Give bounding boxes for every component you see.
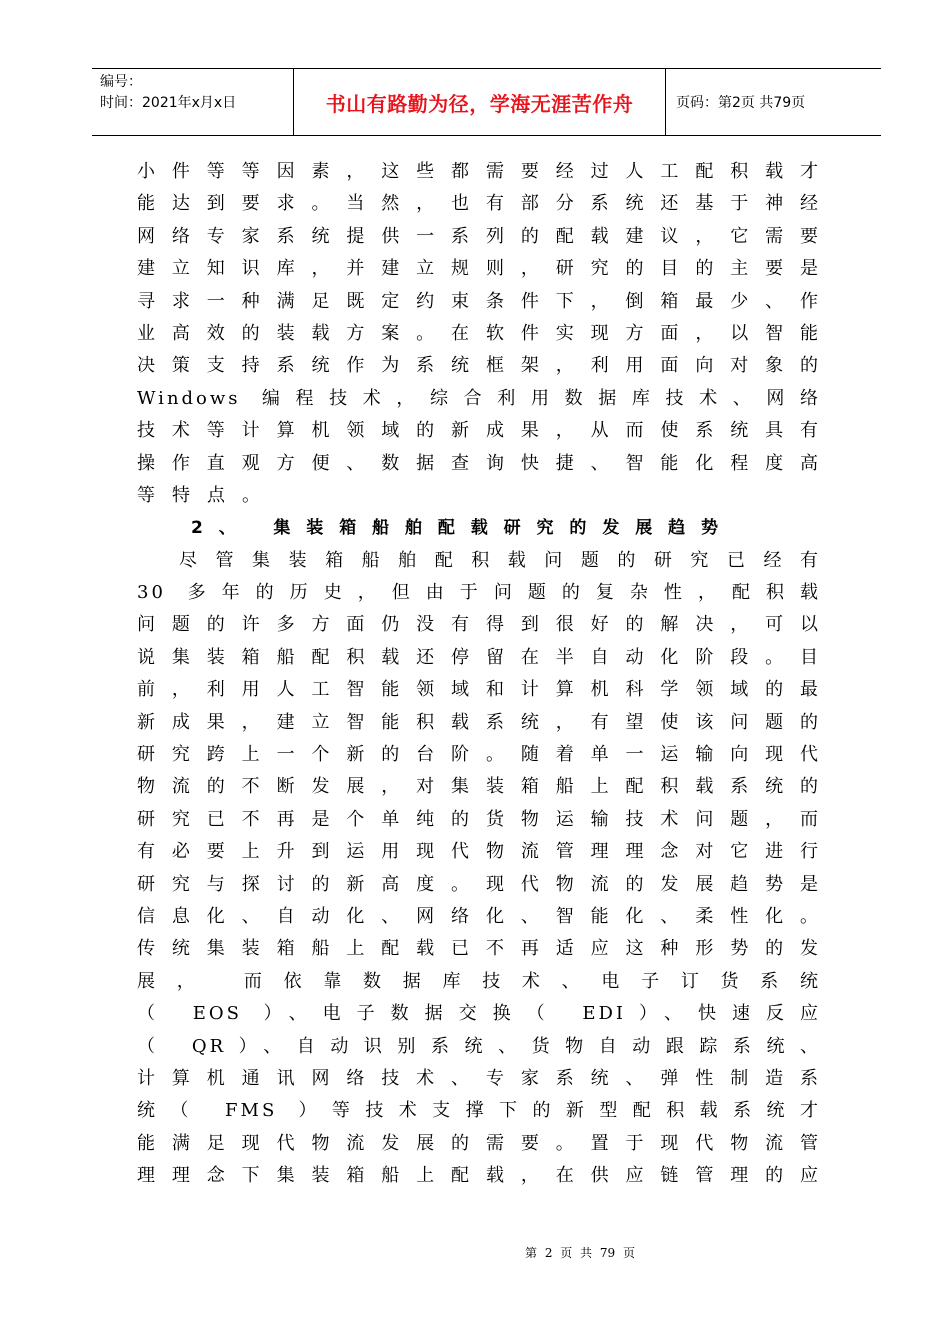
body-line: 能达到要求。当然，也有部分系统还基于神经	[137, 193, 821, 215]
body-text	[137, 156, 821, 1193]
body-line: 问题的许多方面仍没有得到很好的解决，可以	[137, 614, 821, 636]
body-line: （ EOS ）、电子数据交换（ EDI）、快速反应	[137, 1003, 821, 1025]
body-line: 业高效的装载方案。在软件实现方面，以智能	[137, 322, 821, 344]
body-line: 研究跨上一个新的台阶。随着单一运输向现代	[137, 744, 821, 766]
body-line: 前，利用人工智能领域和计算机科学领域的最	[137, 679, 821, 701]
body-line: 网络专家系统提供一系列的配载建议，它需要	[137, 225, 821, 247]
body-line: 有必要上升到运用现代物流管理理念对它进行	[137, 841, 821, 863]
body-line: 30 多年的历史，但由于问题的复杂性，配积载	[137, 582, 821, 604]
body-line: 寻求一种满足既定约束条件下，倒箱最少、作	[137, 290, 821, 312]
body-line: 建立知识库，并建立规则，研究的目的主要是	[137, 258, 821, 280]
number-label: 编号：	[100, 74, 142, 90]
body-line: 说集装箱船配积载还停留在半自动化阶段。目	[137, 646, 821, 668]
body-line: 等特点。	[137, 484, 277, 506]
body-line: 统（ FMS ）等技术支撑下的新型配积载系统才	[137, 1100, 821, 1122]
body-line: 尽管集装箱船舶配积载问题的研究已经有	[179, 549, 821, 571]
header-page-label: 页码：第2页 共79页	[676, 95, 806, 111]
body-line: （ QR）、自动识别系统、货物自动跟踪系统、	[137, 1035, 821, 1057]
body-line: 研究已不再是个单纯的货物运输技术问题，而	[137, 808, 821, 830]
body-line: Windows 编程技术，综合利用数据库技术、网络	[137, 387, 821, 409]
body-line: 传统集装箱船上配载已不再适应这种形势的发	[137, 938, 821, 960]
body-line: 能满足现代物流发展的需要。置于现代物流管	[137, 1132, 821, 1154]
body-line: 技术等计算机领域的新成果，从而使系统具有	[137, 420, 821, 442]
page-header	[92, 68, 881, 136]
body-line: 研究与探讨的新高度。现代物流的发展趋势是	[137, 873, 821, 895]
body-line: 决策支持系统作为系统框架，利用面向对象的	[137, 355, 821, 377]
time-label: 时间：2021年x月x日	[100, 95, 237, 111]
body-line: 物流的不断发展，对集装箱船上配积载系统的	[137, 776, 821, 798]
body-line: 新成果，建立智能积载系统，有望使该问题的	[137, 711, 821, 733]
body-line: 展， 而依靠数据库技术、电子订货系统	[137, 970, 821, 992]
body-line: 计算机通讯网络技术、专家系统、弹性制造系	[137, 1067, 821, 1089]
header-motto: 书山有路勤为径，学海无涯苦作舟	[293, 69, 666, 135]
page-footer: 第 2 页 共 79 页	[525, 1246, 635, 1260]
header-meta	[92, 69, 293, 135]
body-line: 信息化、自动化、网络化、智能化、柔性化。	[137, 905, 821, 927]
body-line: 小件等等因素，这些都需要经过人工配积载才	[137, 161, 821, 182]
body-line: 操作直观方便、数据查询快捷、智能化程度高	[137, 452, 821, 474]
body-line: 理理念下集装箱船上配载，在供应链管理的应	[137, 1165, 821, 1187]
section-heading: 2、 集装箱船舶配载研究的发展趋势	[191, 518, 721, 539]
